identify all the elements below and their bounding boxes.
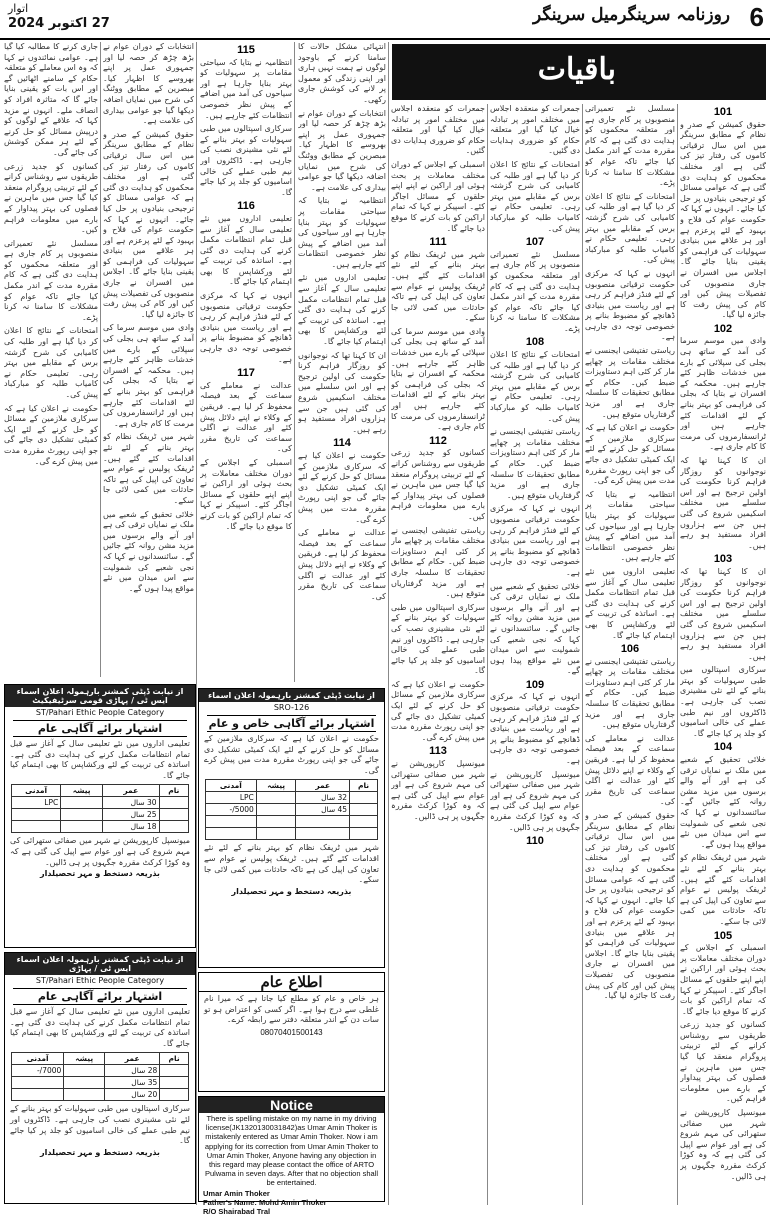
article-text: حکومت نے اعلان کیا ہے کہ سرکاری ملازمین کے مسائل کو حل کرنے کے لئے ایک کمیٹی تشکیل دی جائے گی جو اپنی رپورٹ مقررہ مدت میں پیش کرے گی۔ bbox=[585, 423, 675, 486]
page-header bbox=[0, 0, 770, 40]
table-header: آمدنی bbox=[206, 780, 257, 792]
article-text: عدالت نے معاملے کی سماعت کے بعد فیصلہ محفوظ کر لیا ہے۔ فریقین کے وکلاء نے اپنے دلائل پیش کئے اور عدالت نے اگلی سماعت کی تاریخ مقرر کی۔ bbox=[200, 380, 292, 454]
article-text: وادی میں موسم سرما کی آمد کے ساتھ ہی بجلی کی سپلائی کے بارے میں خدشات ظاہر کئے جارہے ہیں۔ محکمہ کے افسران نے بتایا کہ بجلی کی فراہمی کو بہتر بنانے کے لئے اقدامات کئے جارہے ہیں اور ٹرانسفارمروں کی مرمت کا کام جاری ہے۔ bbox=[680, 336, 766, 452]
article-number: 113 bbox=[429, 745, 447, 758]
table-cell: 28 سال bbox=[105, 1065, 160, 1077]
article-text: انہوں نے کہا کہ مرکزی حکومت ترقیاتی منصوبوں کے لئے فنڈز فراہم کر رہی ہے اور ریاست میں بنیادی ڈھانچے کو مضبوط بنانے پر خصوصی توجہ دی جارہی ہے۔ bbox=[490, 692, 580, 766]
article-number: 104 bbox=[713, 741, 733, 754]
article-text: ان کا کہنا تھا کہ نوجوانوں کو روزگار فراہم کرنا حکومت کی اولین ترجیح ہے اور اس سلسلے میں مختلف اسکیمیں شروع کی گئی ہیں جن سے ہزاروں افراد مستفید ہو رہے ہیں۔ bbox=[298, 350, 386, 434]
table-header: پیشہ bbox=[61, 785, 103, 797]
article-text: انتخابات کے دوران عوام نے بڑھ چڑھ کر حصہ لیا اور جمہوری عمل پر اپنے بھروسے کا اظہار کیا۔ مبصرین کے مطابق ووٹنگ کی شرح میں نمایاں اضافہ دیکھا گیا جو عوامی بیداری کی علامت ہے۔ bbox=[103, 42, 194, 126]
article-text: ریاستی تفتیشی ایجنسی نے مختلف مقامات پر چھاپے مار کر کئی اہم دستاویزات ضبط کیں۔ حکام کے مطابق تحقیقات کا سلسلہ جاری ہے اور مزید گرفتاریاں متوقع ہیں۔ bbox=[490, 427, 580, 500]
column-4 bbox=[490, 104, 580, 1204]
notice-signature-address: R/O Shairabad Tral bbox=[203, 1207, 271, 1216]
article-text: انتظامیہ نے بتایا کہ سیاحتی مقامات پر سہولیات کو بہتر بنایا جارہا ہے اور سیاحوں کی آمد میں اضافے کے پیش نظر خصوصی انتظامات کئے جارہے ہیں۔ bbox=[298, 196, 386, 269]
ad-title: اشتہار برائے آگاہی خاص و عام bbox=[208, 717, 375, 730]
article-text: حکومت نے اعلان کیا ہے کہ سرکاری ملازمین کے مسائل کو حل کرنے کے لئے ایک کمیٹی تشکیل دی جائے گی جو اپنی رپورٹ مقررہ مدت میں پیش کرے گی۔ bbox=[298, 450, 386, 524]
article-text: امتحانات کے نتائج کا اعلان کر دیا گیا ہے اور طلبہ کی کامیابی کی شرح گزشتہ برس کے مقابلے میں بہتر رہی۔ تعلیمی حکام نے کامیاب طلبہ کو مبارکباد پیش کی۔ bbox=[4, 326, 98, 399]
notice-title: Notice bbox=[199, 1097, 384, 1113]
table-cell: 25 سال bbox=[103, 809, 160, 821]
table-header: نام bbox=[160, 1053, 189, 1065]
advertisement-box bbox=[198, 688, 385, 968]
article-text: انتظامیہ نے بتایا کہ سیاحتی مقامات پر سہولیات کو بہتر بنایا جارہا ہے اور سیاحوں کی آمد میں اضافے کے پیش نظر خصوصی انتظامات کئے جارہے ہیں۔ bbox=[585, 489, 675, 563]
table-header: نام bbox=[350, 780, 378, 792]
article-number: 114 bbox=[333, 437, 351, 450]
article-text: خلائی تحقیق کے شعبے میں ملک نے نمایاں ترقی کی ہے اور آنے والے برسوں میں مزید مشن روانہ کئے جائیں گے۔ سائنسدانوں نے کہا کہ نجی شعبے کی شمولیت سے اس میدان میں نئے مواقع پیدا ہوں گے۔ bbox=[490, 581, 580, 676]
article-text: شہر میں ٹریفک نظام کو بہتر بنانے کے لئے نئے اقدامات کئے گئے ہیں۔ ٹریفک پولیس نے عوام سے تعاون کی اپیل کی ہے تاکہ حادثات میں کمی لائی جا سکے۔ bbox=[391, 249, 485, 323]
article-number: 112 bbox=[429, 434, 447, 447]
table-header: پیشہ bbox=[64, 1053, 105, 1065]
article-text: خلائی تحقیق کے شعبے میں ملک نے نمایاں ترقی کی ہے اور آنے والے برسوں میں مزید مشن روانہ کئے جائیں گے۔ سائنسدانوں نے کہا کہ نجی شعبے کی شمولیت سے اس میدان میں نئے مواقع پیدا ہوں گے۔ bbox=[680, 755, 766, 849]
article-text: مسلسل نئے تعمیراتی منصوبوں پر کام جاری ہے اور متعلقہ محکموں کو ہدایت دی گئی ہے کہ کام مقررہ مدت کے اندر مکمل کیا جائے تاکہ عوام کو مشکلات کا سامنا نہ کرنا پڑے۔ bbox=[490, 249, 580, 333]
article-text: عدالت نے معاملے کی سماعت کے بعد فیصلہ محفوظ کر لیا ہے۔ فریقین کے وکلاء نے اپنے دلائل پیش کئے اور عدالت نے اگلی سماعت کی تاریخ مقرر کی۔ bbox=[298, 528, 386, 601]
ad-text: سرکاری اسپتالوں میں طبی سہولیات کو بہتر بنانے کے لئے نئی مشینری نصب کی جارہی ہے۔ ڈاکٹروں اور نیم طبی عملے کی خالی اسامیوں کو جلد پر کیا جائے گا۔ bbox=[10, 1104, 190, 1146]
article-text: جمعرات کو منعقدہ اجلاس میں مختلف امور پر تبادلہ خیال کیا گیا اور متعلقہ حکام کو ضروری ہدایات دی گئیں۔ bbox=[490, 104, 580, 156]
table-cell: 5000/- bbox=[206, 804, 257, 816]
ad-text: میونسپل کارپوریشن نے شہر میں صفائی ستھرائی کی مہم شروع کی ہے اور عوام سے اپیل کی گئی ہے کہ وہ کوڑا کرکٹ مقررہ جگہوں پر ہی ڈالیں۔ bbox=[10, 836, 190, 867]
article-text: سرکاری اسپتالوں میں طبی سہولیات کو بہتر بنانے کے لئے نئی مشینری نصب کی جارہی ہے۔ ڈاکٹروں اور نیم طبی عملے کی خالی اسامیوں کو جلد پر کیا جائے گا۔ bbox=[200, 124, 292, 197]
column-1b bbox=[103, 42, 194, 677]
article-text: انہوں نے کہا کہ مرکزی حکومت ترقیاتی منصوبوں کے لئے فنڈز فراہم کر رہی ہے اور ریاست میں بنیادی ڈھانچے کو مضبوط بنانے پر خصوصی توجہ دی جارہی ہے۔ bbox=[585, 268, 675, 342]
article-text: عدالت نے معاملے کی سماعت کے بعد فیصلہ محفوظ کر لیا ہے۔ فریقین کے وکلاء نے اپنے دلائل پیش کئے اور عدالت نے اگلی سماعت کی تاریخ مقرر کی۔ bbox=[585, 733, 675, 807]
article-text: اسمبلی کے اجلاس کے دوران مختلف معاملات پر بحث ہوئی اور اراکین نے اپنے اپنے حلقوں کے مسائل اجاگر کئے۔ اسپیکر نے کہا کہ تمام اراکین کو بات کرنے کا موقع دیا جائے گا۔ bbox=[680, 943, 766, 1016]
article-text: حقوق کمیشن کے صدر و نظام کے مطابق سرینگر میں اس سال ترقیاتی کاموں کی رفتار تیز کی گئی ہے اور مختلف محکموں کو ہدایت دی گئی ہے کہ عوامی مسائل کو ترجیحی بنیادوں پر حل کیا جائے۔ انہوں نے کہا کہ حکومت عوام کی فلاح و بہبود کے لئے پرعزم ہے اور ہر علاقے میں بنیادی سہولیات کی فراہمی کو یقینی بنایا جائے گا۔ اجلاس میں افسران نے جاری منصوبوں کی تفصیلات پیش کیں اور کام کی پیش رفت کا جائزہ لیا گیا۔ bbox=[585, 811, 675, 1001]
ad-subheader: SRO-126 bbox=[273, 703, 310, 712]
article-text: امتحانات کے نتائج کا اعلان کر دیا گیا ہے اور طلبہ کی کامیابی کی شرح گزشتہ برس کے مقابلے میں بہتر رہی۔ تعلیمی حکام نے کامیاب طلبہ کو مبارکباد پیش کی۔ bbox=[490, 350, 580, 423]
table-header: عمر bbox=[105, 1053, 160, 1065]
table-cell: 32 سال bbox=[296, 792, 350, 804]
table-cell: 18 سال bbox=[103, 821, 160, 833]
ad-text: حکومت نے اعلان کیا ہے کہ سرکاری ملازمین کے مسائل کو حل کرنے کے لئے ایک کمیٹی تشکیل دی جائے گی جو اپنی رپورٹ مقررہ مدت میں پیش کرے گی۔ bbox=[204, 734, 379, 775]
column-divider bbox=[196, 42, 197, 1205]
advertisement-box bbox=[4, 952, 196, 1204]
column-6 bbox=[680, 104, 766, 1204]
article-text: وادی میں موسم سرما کی آمد کے ساتھ ہی بجلی کی سپلائی کے بارے میں خدشات ظاہر کئے جارہے ہیں۔ محکمہ کے افسران نے بتایا کہ بجلی کی فراہمی کو بہتر بنانے کے لئے اقدامات کئے جارہے ہیں اور ٹرانسفارمروں کی مرمت کا کام جاری ہے۔ bbox=[103, 323, 194, 428]
article-text: کسانوں کو جدید زرعی طریقوں سے روشناس کرانے کے لئے تربیتی پروگرام منعقد کیا گیا جس میں ماہرین نے فصلوں کی بہتر پیداوار کے بارے میں معلومات فراہم کیں۔ bbox=[4, 161, 98, 235]
notice-body: ہر خاص و عام کو مطلع کیا جاتا ہے کہ میرا نام غلطی سے درج ہوا ہے۔ اگر کسی کو اعتراض ہو تو سات دن کے اندر متعلقہ دفتر سے رابطہ کرے۔ bbox=[204, 994, 379, 1025]
article-text: حکومت نے اعلان کیا ہے کہ سرکاری ملازمین کے مسائل کو حل کرنے کے لئے ایک کمیٹی تشکیل دی جائے گی جو اپنی رپورٹ مقررہ مدت میں پیش کرے گی۔ bbox=[391, 679, 485, 742]
article-number: 108 bbox=[525, 336, 545, 349]
column-divider bbox=[294, 42, 295, 682]
article-number: 115 bbox=[237, 44, 255, 56]
column-1a bbox=[4, 42, 98, 677]
column-divider bbox=[388, 42, 389, 1205]
article-text: میونسپل کارپوریشن نے شہر میں صفائی ستھرائی کی مہم شروع کی ہے اور عوام سے اپیل کی گئی ہے کہ وہ کوڑا کرکٹ مقررہ جگہوں پر ہی ڈالیں۔ bbox=[680, 1108, 766, 1181]
article-text: تعلیمی اداروں میں نئے تعلیمی سال کے آغاز سے قبل تمام انتظامات مکمل کرنے کی ہدایت دی گئی ہے۔ اساتذہ کی تربیت کے لئے ورکشاپس کا بھی اہتمام کیا جائے گا۔ bbox=[585, 566, 675, 640]
ad-header: از نیابت ڈپٹی کمشنر بارہمولہ اعلان اسماء bbox=[199, 689, 384, 702]
article-text: مسلسل نئے تعمیراتی منصوبوں پر کام جاری ہے اور متعلقہ محکموں کو ہدایت دی گئی ہے کہ کام مقررہ مدت کے اندر مکمل کیا جائے تاکہ عوام کو مشکلات کا سامنا نہ کرنا پڑے۔ bbox=[585, 104, 675, 188]
article-text: کسانوں کو جدید زرعی طریقوں سے روشناس کرانے کے لئے تربیتی پروگرام منعقد کیا گیا جس میں ماہرین نے فصلوں کی بہتر پیداوار کے بارے میں معلومات فراہم کیں۔ bbox=[680, 1020, 766, 1104]
article-text: انہوں نے کہا کہ مرکزی حکومت ترقیاتی منصوبوں کے لئے فنڈز فراہم کر رہی ہے اور ریاست میں بنیادی ڈھانچے کو مضبوط بنانے پر خصوصی توجہ دی جارہی ہے۔ bbox=[200, 291, 292, 364]
ad-text: شہر میں ٹریفک نظام کو بہتر بنانے کے لئے نئے اقدامات کئے گئے ہیں۔ ٹریفک پولیس نے عوام سے تعاون کی اپیل کی ہے تاکہ حادثات میں کمی لائی جا سکے۔ bbox=[204, 843, 379, 885]
article-text: ریاستی تفتیشی ایجنسی نے مختلف مقامات پر چھاپے مار کر کئی اہم دستاویزات ضبط کیں۔ حکام کے مطابق تحقیقات کا سلسلہ جاری ہے اور مزید گرفتاریاں متوقع ہیں۔ bbox=[391, 525, 485, 599]
issue-day: اتوار bbox=[8, 2, 29, 15]
article-text: میونسپل کارپوریشن نے شہر میں صفائی ستھرائی کی مہم شروع کی ہے اور عوام سے اپیل کی گئی ہے کہ وہ کوڑا کرکٹ مقررہ جگہوں پر ہی ڈالیں۔ bbox=[490, 769, 580, 832]
article-text: شہر میں ٹریفک نظام کو بہتر بنانے کے لئے نئے اقدامات کئے گئے ہیں۔ ٹریفک پولیس نے عوام سے تعاون کی اپیل کی ہے تاکہ حادثات میں کمی لائی جا سکے۔ bbox=[680, 853, 766, 926]
notice-signature-father: Father's Name: Mohd Amin Thoker bbox=[203, 1197, 327, 1207]
page-number: 6 bbox=[749, 2, 764, 32]
issue-date bbox=[8, 1, 110, 31]
table-cell: LPC bbox=[206, 792, 257, 804]
article-number: 110 bbox=[526, 835, 544, 848]
advertisement-box bbox=[4, 684, 196, 948]
article-text: خلائی تحقیق کے شعبے میں ملک نے نمایاں ترقی کی ہے اور آنے والے برسوں میں مزید مشن روانہ کئے جائیں گے۔ سائنسدانوں نے کہا کہ نجی شعبے کی شمولیت سے اس میدان میں نئے مواقع پیدا ہوں گے۔ bbox=[103, 509, 194, 593]
column-2b bbox=[298, 42, 386, 682]
article-text: سرکاری اسپتالوں میں طبی سہولیات کو بہتر بنانے کے لئے نئی مشینری نصب کی جارہی ہے۔ ڈاکٹروں اور نیم طبی عملے کی خالی اسامیوں کو جلد پر کیا جائے گا۔ bbox=[391, 602, 485, 676]
notice-signature-name: Umar Amin Thoker bbox=[203, 1188, 270, 1198]
table-cell: 20 سال bbox=[105, 1089, 160, 1101]
ad-table bbox=[11, 1052, 189, 1101]
article-text: انتخابات کے دوران عوام نے بڑھ چڑھ کر حصہ لیا اور جمہوری عمل پر اپنے بھروسے کا اظہار کیا۔ مبصرین کے مطابق ووٹنگ کی شرح میں نمایاں اضافہ دیکھا گیا جو عوامی بیداری کی علامت ہے۔ bbox=[298, 108, 386, 192]
table-header: آمدنی bbox=[12, 785, 61, 797]
ad-table bbox=[11, 784, 189, 833]
public-notice-urdu bbox=[198, 972, 385, 1092]
article-number: 109 bbox=[525, 678, 545, 691]
ad-subheader: ST/Pahari Ethic People Category bbox=[35, 708, 165, 717]
table-cell: 7000/- bbox=[12, 1065, 64, 1077]
ad-text: تعلیمی اداروں میں نئے تعلیمی سال کے آغاز سے قبل تمام انتظامات مکمل کرنے کی ہدایت دی گئی ہے۔ اساتذہ کی تربیت کے لئے ورکشاپس کا بھی اہتمام کیا جائے گا۔ bbox=[10, 739, 190, 780]
article-number: 117 bbox=[237, 367, 255, 380]
article-number: 106 bbox=[620, 643, 640, 656]
article-text: مسلسل نئے تعمیراتی منصوبوں پر کام جاری ہے اور متعلقہ محکموں کو ہدایت دی گئی ہے کہ کام مقررہ مدت کے اندر مکمل کیا جائے تاکہ عوام کو مشکلات کا سامنا نہ کرنا پڑے۔ bbox=[4, 238, 98, 322]
article-text: حقوق کمیشن کے صدر و نظام کے مطابق سرینگر میں اس سال ترقیاتی کاموں کی رفتار تیز کی گئی ہے اور مختلف محکموں کو ہدایت دی گئی ہے کہ عوامی مسائل کو ترجیحی بنیادوں پر حل کیا جائے۔ انہوں نے کہا کہ حکومت عوام کی فلاح و بہبود کے لئے پرعزم ہے اور ہر علاقے میں بنیادی سہولیات کی فراہمی کو یقینی بنایا جائے گا۔ اجلاس میں افسران نے جاری منصوبوں کی تفصیلات پیش کیں اور کام کی پیش رفت کا جائزہ لیا گیا۔ bbox=[680, 119, 766, 320]
ad-title: اشتہار برائے آگاہی عام bbox=[13, 720, 187, 737]
table-cell: 45 سال bbox=[296, 804, 350, 816]
article-number: 107 bbox=[525, 236, 545, 249]
ad-footer: بذریعہ دستخط و مہر تحصیلدار bbox=[231, 886, 352, 896]
article-text: انتہائی مشکل حالات کا سامنا کرنے کے باوجود لوگوں نے ہمت نہیں ہاری اور اپنی زندگی کو معمول پر لانے کی کوشش جاری رکھی۔ bbox=[298, 42, 386, 104]
article-number: 111 bbox=[429, 236, 447, 249]
ad-text: تعلیمی اداروں میں نئے تعلیمی سال کے آغاز سے قبل تمام انتظامات مکمل کرنے کی ہدایت دی گئی ہے۔ اساتذہ کی تربیت کے لئے ورکشاپس کا بھی اہتمام کیا جائے گا۔ bbox=[10, 1007, 190, 1048]
ad-footer: بذریعہ دستخط و مہر تحصیلدار bbox=[40, 1147, 160, 1157]
article-text: تعلیمی اداروں میں نئے تعلیمی سال کے آغاز سے قبل تمام انتظامات مکمل کرنے کی ہدایت دی گئی ہے۔ اساتذہ کی تربیت کے لئے ورکشاپس کا بھی اہتمام کیا جائے گا۔ bbox=[200, 213, 292, 287]
article-text: ریاستی تفتیشی ایجنسی نے مختلف مقامات پر چھاپے مار کر کئی اہم دستاویزات ضبط کیں۔ حکام کے مطابق تحقیقات کا سلسلہ جاری ہے اور مزید گرفتاریاں متوقع ہیں۔ bbox=[585, 656, 675, 730]
ad-subheader: ST/Pahari Ethic People Category bbox=[35, 976, 165, 985]
column-divider bbox=[487, 104, 488, 1205]
article-text: اسمبلی کے اجلاس کے دوران مختلف معاملات پر بحث ہوئی اور اراکین نے اپنے اپنے حلقوں کے مسائل اجاگر کئے۔ اسپیکر نے کہا کہ تمام اراکین کو بات کرنے کا موقع دیا جائے گا۔ bbox=[391, 159, 485, 233]
table-cell: 35 سال bbox=[105, 1077, 160, 1089]
notice-title: اطلاع عام bbox=[199, 973, 384, 992]
masthead: روزنامہ سرینگرمیل سرینگر bbox=[532, 5, 730, 25]
article-number: 101 bbox=[713, 106, 733, 118]
article-text: ان کا کہنا تھا کہ نوجوانوں کو روزگار فراہم کرنا حکومت کی اولین ترجیح ہے اور اس سلسلے میں مختلف اسکیمیں شروع کی گئی ہیں جن سے ہزاروں افراد مستفید ہو رہے ہیں۔ bbox=[680, 456, 766, 550]
article-text: شہر میں ٹریفک نظام کو بہتر بنانے کے لئے نئے اقدامات کئے گئے ہیں۔ ٹریفک پولیس نے عوام سے تعاون کی اپیل کی ہے تاکہ حادثات میں کمی لائی جا سکے۔ bbox=[103, 432, 194, 505]
column-3 bbox=[391, 104, 485, 1204]
table-header: عمر bbox=[296, 780, 350, 792]
table-cell: LPC bbox=[12, 797, 61, 809]
table-header: پیشہ bbox=[256, 780, 296, 792]
article-text: اسمبلی کے اجلاس کے دوران مختلف معاملات پر بحث ہوئی اور اراکین نے اپنے اپنے حلقوں کے مسائل اجاگر کئے۔ اسپیکر نے کہا کہ تمام اراکین کو بات کرنے کا موقع دیا جائے گا۔ bbox=[200, 457, 292, 531]
ad-footer: بذریعہ دستخط و مہر تحصیلدار bbox=[40, 869, 160, 879]
table-header: عمر bbox=[103, 785, 160, 797]
ad-title: اشتہار برائے آگاہی عام bbox=[13, 988, 187, 1005]
column-divider bbox=[582, 104, 583, 1205]
article-text: انہوں نے کہا کہ مرکزی حکومت ترقیاتی منصوبوں کے لئے فنڈز فراہم کر رہی ہے اور ریاست میں بنیادی ڈھانچے کو مضبوط بنانے پر خصوصی توجہ دی جارہی ہے۔ bbox=[490, 504, 580, 577]
column-5 bbox=[585, 104, 675, 1204]
article-text: سرکاری اسپتالوں میں طبی سہولیات کو بہتر بنانے کے لئے نئی مشینری نصب کی جارہی ہے۔ ڈاکٹروں اور نیم طبی عملے کی خالی اسامیوں کو جلد پر کیا جائے گا۔ bbox=[680, 665, 766, 738]
section-banner bbox=[392, 44, 766, 100]
table-header: نام bbox=[159, 785, 188, 797]
table-cell: 30 سال bbox=[103, 797, 160, 809]
article-text: ریاستی تفتیشی ایجنسی نے مختلف مقامات پر چھاپے مار کر کئی اہم دستاویزات ضبط کیں۔ حکام کے مطابق تحقیقات کا سلسلہ جاری ہے اور مزید گرفتاریاں متوقع ہیں۔ bbox=[585, 346, 675, 419]
article-text: انتظامیہ نے بتایا کہ سیاحتی مقامات پر سہولیات کو بہتر بنایا جارہا ہے اور سیاحوں کی آمد میں اضافے کے پیش نظر خصوصی انتظامات کئے جارہے ہیں۔ bbox=[200, 57, 292, 120]
ad-header: از نیابت ڈپٹی کمشنر بارہمولہ اعلان اسماء ایس ٹی / پہاڑی قومی سرٹیفیکیٹ bbox=[5, 685, 195, 707]
article-text: امتحانات کے نتائج کا اعلان کر دیا گیا ہے اور طلبہ کی کامیابی کی شرح گزشتہ برس کے مقابلے میں بہتر رہی۔ تعلیمی حکام نے کامیاب طلبہ کو مبارکباد پیش کی۔ bbox=[490, 159, 580, 233]
section-title: باقیات bbox=[537, 52, 616, 87]
ad-table bbox=[205, 779, 378, 840]
column-divider bbox=[677, 104, 678, 1205]
article-text: امتحانات کے نتائج کا اعلان کر دیا گیا ہے اور طلبہ کی کامیابی کی شرح گزشتہ برس کے مقابلے میں بہتر رہی۔ تعلیمی حکام نے کامیاب طلبہ کو مبارکباد پیش کی۔ bbox=[585, 191, 675, 265]
public-notice-english bbox=[198, 1096, 385, 1216]
article-number: 105 bbox=[713, 929, 733, 942]
article-text: جمعرات کو منعقدہ اجلاس میں مختلف امور پر تبادلہ خیال کیا گیا اور متعلقہ حکام کو ضروری ہدایات دی گئیں۔ bbox=[391, 104, 485, 156]
ad-header: از نیابت ڈپٹی کمشنر بارہمولہ اعلان اسماء ایس ٹی / پہاڑی bbox=[5, 953, 195, 975]
article-text: وادی میں موسم سرما کی آمد کے ساتھ ہی بجلی کی سپلائی کے بارے میں خدشات ظاہر کئے جارہے ہیں۔ محکمہ کے افسران نے بتایا کہ بجلی کی فراہمی کو بہتر بنانے کے لئے اقدامات کئے جارہے ہیں اور ٹرانسفارمروں کی مرمت کا کام جاری ہے۔ bbox=[391, 326, 485, 432]
article-number: 102 bbox=[713, 322, 733, 335]
issue-date-text: 27 اکتوبر 2024 bbox=[8, 16, 110, 31]
notice-number: 08070401500143 bbox=[260, 1027, 323, 1037]
article-number: 103 bbox=[713, 553, 733, 566]
article-text: جاری کرنے کا مطالبہ کیا گیا ہے۔ عوامی نمائندوں نے کہا کہ وہ اس معاملے کو متعلقہ حکام کے سامنے اٹھائیں گے اور اس بات کو یقینی بنایا جائے گا کہ متاثرہ افراد کو انصاف ملے۔ انہوں نے مزید کہا کہ علاقے کے لوگوں کو درپیش مسائل کو حل کرنے کے لئے ہر ممکن کوشش کی جائے گی۔ bbox=[4, 42, 98, 157]
article-text: حقوق کمیشن کے صدر و نظام کے مطابق سرینگر میں اس سال ترقیاتی کاموں کی رفتار تیز کی گئی ہے اور مختلف محکموں کو ہدایت دی گئی ہے کہ عوامی مسائل کو ترجیحی بنیادوں پر حل کیا جائے۔ انہوں نے کہا کہ حکومت عوام کی فلاح و بہبود کے لئے پرعزم ہے اور ہر علاقے میں بنیادی سہولیات کی فراہمی کو یقینی بنایا جائے گا۔ اجلاس میں افسران نے جاری منصوبوں کی تفصیلات پیش کیں اور کام کی پیش رفت کا جائزہ لیا گیا۔ bbox=[103, 129, 194, 319]
article-number: 116 bbox=[237, 200, 255, 213]
article-text: میونسپل کارپوریشن نے شہر میں صفائی ستھرائی کی مہم شروع کی ہے اور عوام سے اپیل کی گئی ہے کہ وہ کوڑا کرکٹ مقررہ جگہوں پر ہی ڈالیں۔ bbox=[391, 759, 485, 821]
article-text: کسانوں کو جدید زرعی طریقوں سے روشناس کرانے کے لئے تربیتی پروگرام منعقد کیا گیا جس میں ماہرین نے فصلوں کی بہتر پیداوار کے بارے میں معلومات فراہم کیں۔ bbox=[391, 448, 485, 521]
table-header: آمدنی bbox=[12, 1053, 64, 1065]
article-text: تعلیمی اداروں میں نئے تعلیمی سال کے آغاز سے قبل تمام انتظامات مکمل کرنے کی ہدایت دی گئی ہے۔ اساتذہ کی تربیت کے لئے ورکشاپس کا بھی اہتمام کیا جائے گا۔ bbox=[298, 273, 386, 347]
notice-body: There is spelling mistake on my name in my driving license(JK1320130031842)as Umar Amin Thoker is mistakenly entered as Umar Amin Thoker. Now i am applying for its correction from Umar Amin Thoker to Umar Amin Thoker, Anyone having any objection in this regard may please contact the office of ARTO Pulwama in seven days. After that no objection shall be entertained. bbox=[204, 1114, 379, 1188]
column-divider bbox=[100, 42, 101, 677]
column-2a bbox=[200, 42, 292, 682]
article-text: حکومت نے اعلان کیا ہے کہ سرکاری ملازمین کے مسائل کو حل کرنے کے لئے ایک کمیٹی تشکیل دی جائے گی جو اپنی رپورٹ مقررہ مدت میں پیش کرے گی۔ bbox=[4, 403, 98, 466]
article-text: ان کا کہنا تھا کہ نوجوانوں کو روزگار فراہم کرنا حکومت کی اولین ترجیح ہے اور اس سلسلے میں مختلف اسکیمیں شروع کی گئی ہیں جن سے ہزاروں افراد مستفید ہو رہے ہیں۔ bbox=[680, 566, 766, 661]
